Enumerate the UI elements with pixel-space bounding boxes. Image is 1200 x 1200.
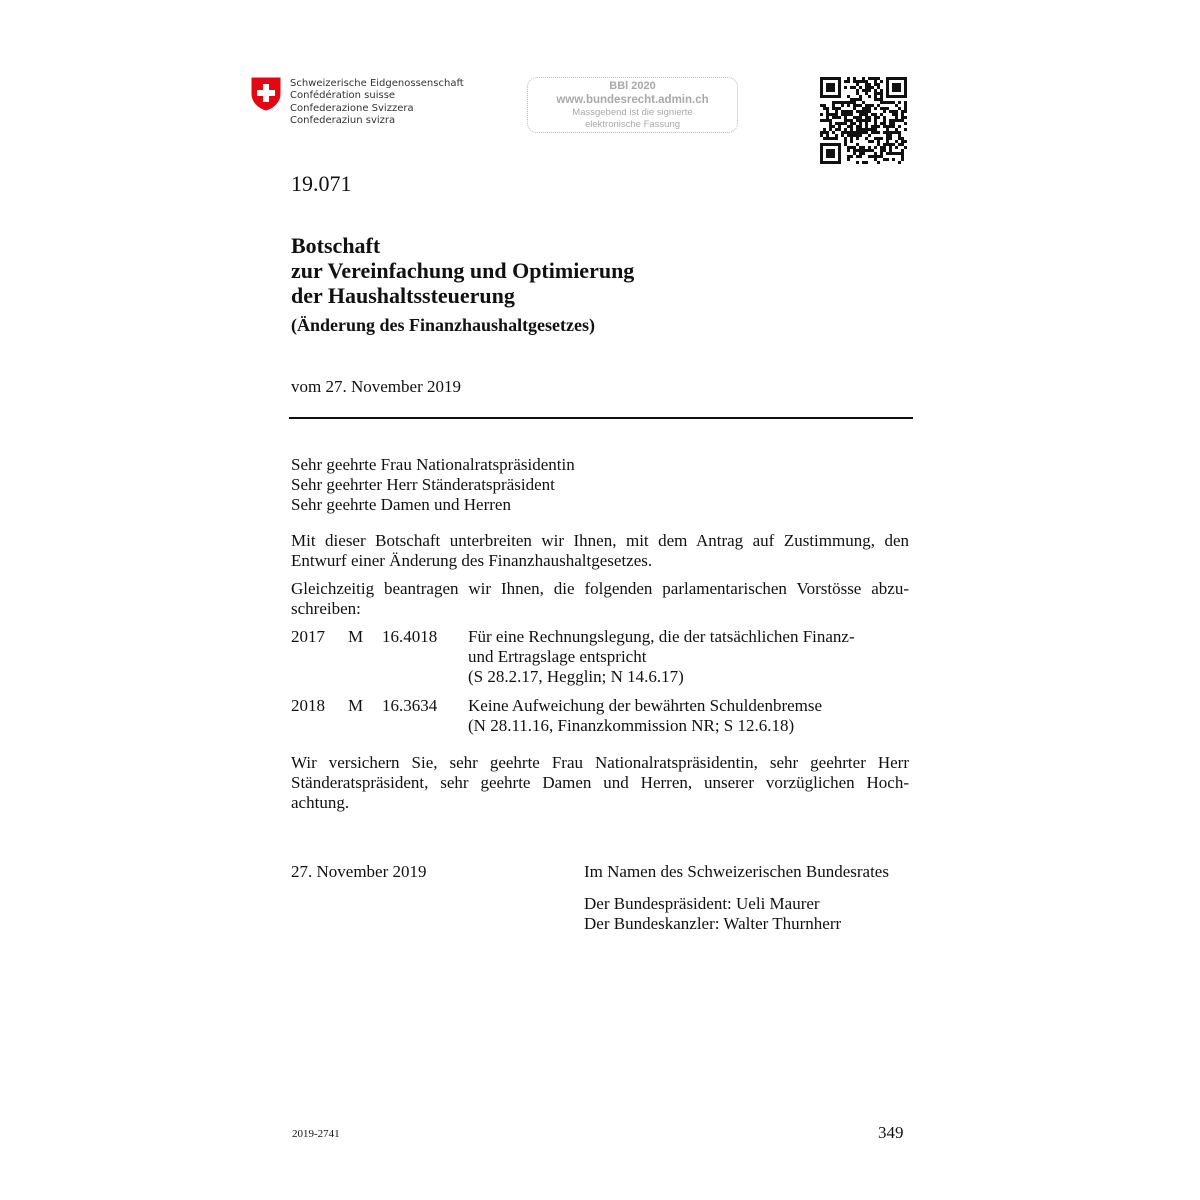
document-number: 19.071 xyxy=(291,171,352,196)
title-line: zur Vereinfachung und Optimierung xyxy=(291,258,635,283)
document-title xyxy=(291,233,634,308)
title-line: Botschaft xyxy=(291,233,381,258)
salutation-line: Sehr geehrter Herr Ständeratspräsident xyxy=(291,475,555,494)
paragraph-closing xyxy=(291,753,909,813)
motion-year: 2017 xyxy=(291,627,325,646)
signatory-chancellor: Der Bundeskanzler: Walter Thurnherr xyxy=(584,914,842,933)
motion-number: 16.3634 xyxy=(382,696,438,715)
salutation-line: Sehr geehrte Frau Nationalratspräsidentin xyxy=(291,455,575,474)
stamp-line-4: elektronische Fassung xyxy=(584,118,681,130)
motion-text-line: und Ertragslage entspricht xyxy=(468,647,647,666)
motion-entry xyxy=(291,627,909,687)
page-number: 349 xyxy=(878,1123,904,1142)
document-date: vom 27. November 2019 xyxy=(291,377,461,396)
confederation-name-de: Schweizerische Eidgenossenschaft xyxy=(290,78,464,89)
paragraph-line: schreiben: xyxy=(291,599,361,618)
confederation-name-fr: Confédération suisse xyxy=(290,90,396,102)
motion-number: 16.4018 xyxy=(382,627,438,646)
stamp-line-3: Massgebend ist die signierte xyxy=(572,107,693,118)
footer-reference: 2019-2741 xyxy=(292,1128,340,1140)
paragraph-line: Mit dieser Botschaft unterbreiten wir Ihnen, mit dem Antrag auf Zustimmung, den xyxy=(291,531,909,550)
paragraph-line: Wir versichern Sie, sehr geehrte Frau Nationalratspräsidentin, sehr geehrter Herr xyxy=(291,753,909,772)
official-publication-stamp xyxy=(527,77,738,133)
swiss-shield-icon xyxy=(251,77,281,111)
stamp-line-2: www.bundesrecht.admin.ch xyxy=(556,94,709,106)
signature-date: 27. November 2019 xyxy=(291,862,427,881)
divider xyxy=(289,417,913,419)
paragraph-intro xyxy=(291,531,909,571)
salutation-line: Sehr geehrte Damen und Herren xyxy=(291,495,511,514)
motion-type: M xyxy=(348,696,364,715)
motion-text xyxy=(468,696,822,736)
stamp-line-1: BBl 2020 xyxy=(609,80,656,92)
confederation-name-rm: Confederaziun svizra xyxy=(290,115,396,127)
document-subtitle: (Änderung des Finanzhaushaltgesetzes) xyxy=(291,315,596,335)
motion-type: M xyxy=(348,627,364,646)
paragraph-line: Gleichzeitig beantragen wir Ihnen, die folgenden parlamentarischen Vorstösse abzu- xyxy=(291,579,909,598)
paragraph-motions-intro xyxy=(291,579,909,619)
confederation-names xyxy=(290,78,464,128)
paragraph-line: Ständeratspräsident, sehr geehrte Damen und Herren, unserer vorzüglichen Hoch- xyxy=(291,773,909,792)
signatory-president: Der Bundespräsident: Ueli Maurer xyxy=(584,894,820,913)
confederation-name-it: Confederazione Svizzera xyxy=(290,102,414,114)
qr-code-icon xyxy=(820,77,907,164)
motion-year: 2018 xyxy=(291,696,325,715)
title-line: der Haushaltssteuerung xyxy=(291,283,515,308)
signature-heading: Im Namen des Schweizerischen Bundesrates xyxy=(584,862,889,881)
motion-text-line: Für eine Rechnungslegung, die der tatsächlichen Finanz- xyxy=(468,627,855,646)
motion-text xyxy=(468,627,855,687)
paragraph-line: achtung. xyxy=(291,793,350,812)
paragraph-line: Entwurf einer Änderung des Finanzhaushaltgesetzes. xyxy=(291,551,653,570)
motion-text-line: Keine Aufweichung der bewährten Schuldenbremse xyxy=(468,696,823,715)
motion-text-line: (N 28.11.16, Finanzkommission NR; S 12.6.18) xyxy=(468,716,795,735)
signatories xyxy=(584,894,841,934)
motion-text-line: (S 28.2.17, Hegglin; N 14.6.17) xyxy=(468,667,684,686)
motion-entry xyxy=(291,696,909,736)
salutation xyxy=(291,455,575,515)
